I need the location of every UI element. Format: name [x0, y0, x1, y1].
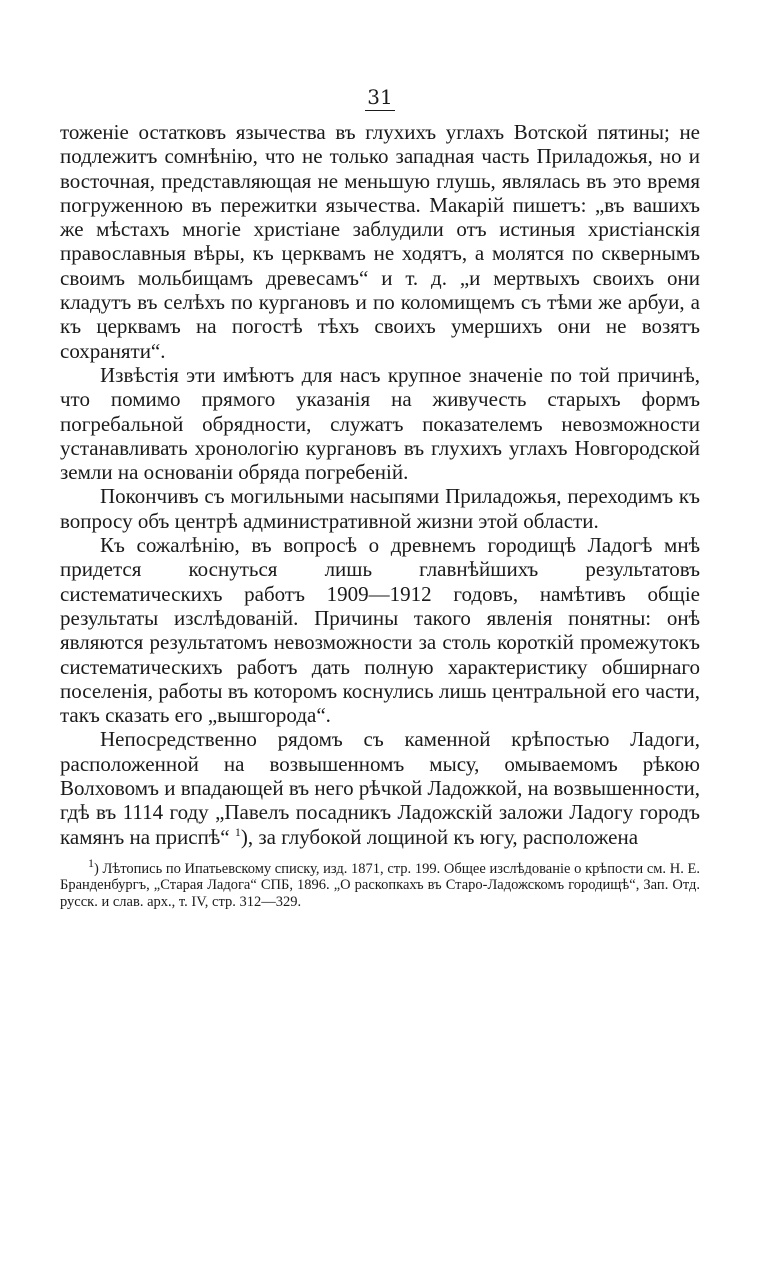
paragraph-3: Покончивъ съ могильными насыпями Приладожья, переходимъ къ вопросу объ центрѣ административной жизни этой области. [60, 484, 700, 533]
paragraph-2: Извѣстія эти имѣютъ для насъ крупное значеніе по той причинѣ, что помимо прямого указанія на живучесть старыхъ формъ погребальной обрядности, служатъ показателемъ невозможности устанавливать хронологію кургановъ въ глухихъ углахъ Новгородской земли на основаніи обряда погребеній. [60, 362, 700, 485]
footnote-reference: 1 [234, 824, 241, 839]
footnote-text: ) Лѣтопись по Ипатьевскому списку, изд. 1871, стр. 199. Общее изслѣдованіе о крѣпости см. Н. Е. Бранденбургъ, „Старая Ладога“ СПБ, 1896. „О раскопкахъ въ Старо-Ладожскомъ городищѣ“, Зап. Отд. русск. и слав. арх., т. IV, стр. 312—329. [60, 860, 700, 910]
book-page [60, 84, 700, 910]
paragraph-4: Къ сожалѣнію, въ вопросѣ о древнемъ городищѣ Ладогѣ мнѣ придется коснуться лишь главнѣйшихъ результатовъ систематическихъ работъ 1909—1912 годовъ, намѣтивъ общіе результаты изслѣдованій. Причины такого явленія понятны: онѣ являются результатомъ невозможности за столь короткій промежутокъ систематическихъ работъ дать полную характеристику обширнаго поселенія, работы въ которомъ коснулись лишь центральной его части, такъ сказать его „вышгорода“. [60, 533, 700, 728]
main-text [60, 120, 700, 849]
page-number: 31 [367, 85, 393, 109]
paragraph-5 [60, 727, 700, 848]
paragraph-1: тоженіе остатковъ язычества въ глухихъ углахъ Вотской пятины; не подлежитъ сомнѣнію, что не только западная часть Приладожья, но и восточная, представляющая не меньшую глушь, являлась въ это время погруженною въ пережитки язычества. Макарій пишетъ: „въ вашихъ же мѣстахъ многіе христіане заблудили отъ истиныя христіанскія православныя вѣры, къ церквамъ не ходятъ, а молятся по сквернымъ своимъ мольбищамъ древесамъ“ и т. д. „и мертвыхъ своихъ они кладутъ въ селѣхъ по кургановъ и по коломищемъ съ тѣми же арбуи, а къ церквамъ на погостѣ тѣхъ своихъ умершихъ они не возятъ сохраняти“. [60, 120, 700, 363]
footnote-1 [60, 856, 700, 911]
paragraph-5-text: Непосредственно рядомъ съ каменной крѣпостью Ладоги, расположенной на возвышенномъ мысу, омываемомъ рѣкою Волховомъ и впадающей въ него рѣчкой Ладожкой, на возвышенности, гдѣ въ 1114 году „Павелъ посадникъ Ладожскій заложи Ладогу городъ камянъ на приспѣ“ [60, 727, 700, 849]
footnote-marker: 1 [88, 856, 94, 871]
paragraph-5-text-end: ), за глубокой лощиной къ югу, расположена [240, 824, 639, 849]
footnotes [60, 856, 700, 911]
